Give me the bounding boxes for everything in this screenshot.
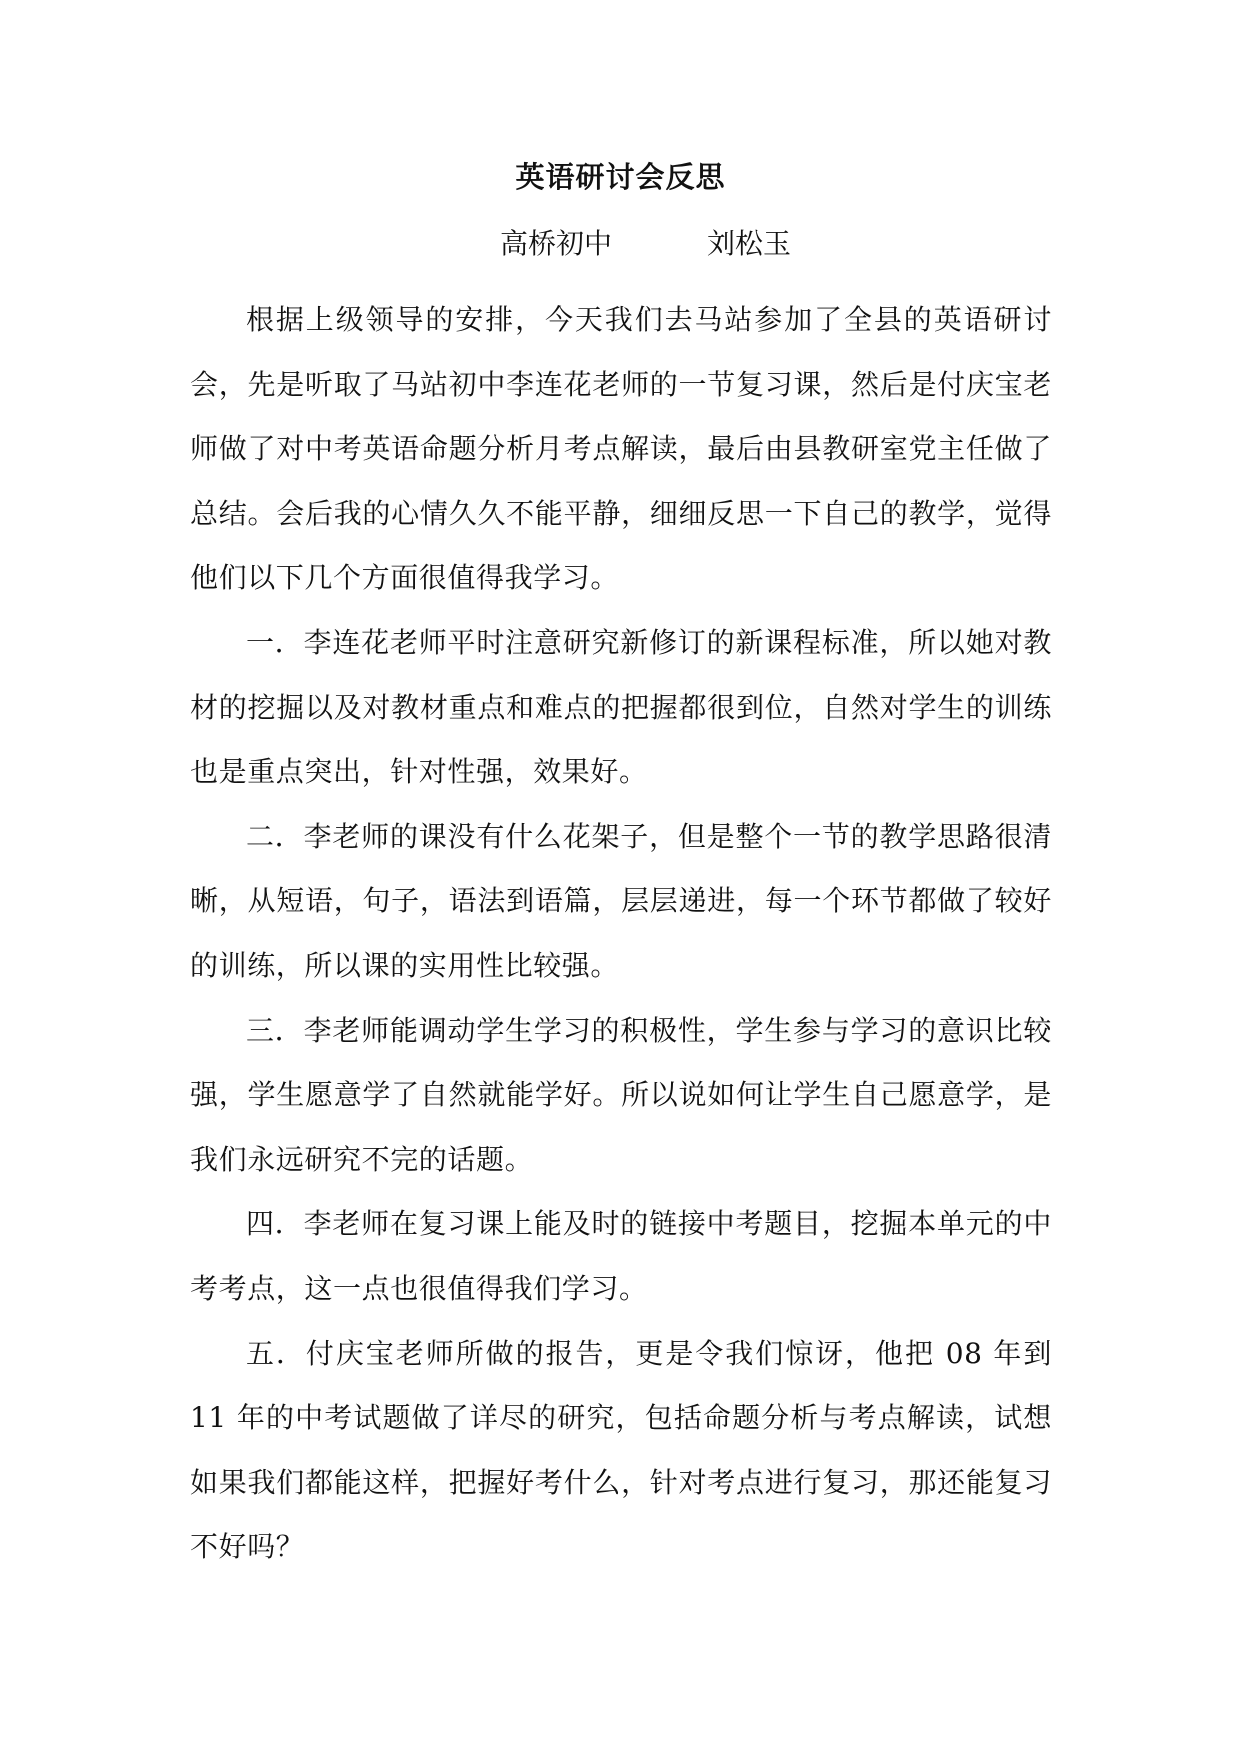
byline [500,226,791,262]
paragraph-point-5: 五．付庆宝老师所做的报告，更是令我们惊讶，他把 08 年到 11 年的中考试题做了详尽的研究，包括命题分析与考点解读，试想如果我们都能这样，把握好考什么，针对考点进行复习，那还能复习不好吗？ [190,1336,1052,1564]
paragraph-point-1: 一．李连花老师平时注意研究新修订的新课程标准，所以她对教材的挖掘以及对教材重点和难点的把握都很到位，自然对学生的训练也是重点突出，针对性强，效果好。 [190,625,1052,789]
document-title: 英语研讨会反思 [515,160,726,194]
author-name: 刘松玉 [707,227,792,260]
school-name: 高桥初中 [500,227,613,260]
paragraph-point-2: 二．李老师的课没有什么花架子，但是整个一节的教学思路很清晰，从短语，句子，语法到语篇，层层递进，每一个环节都做了较好的训练，所以课的实用性比较强。 [190,819,1052,982]
paragraph-intro: 根据上级领导的安排，今天我们去马站参加了全县的英语研讨会，先是听取了马站初中李连花老师的一节复习课，然后是付庆宝老师做了对中考英语命题分析月考点解读，最后由县教研室党主任做了总结。会后我的心情久久不能平静，细细反思一下自己的教学，觉得他们以下几个方面很值得我学习。 [190,303,1052,595]
paragraph-point-4: 四．李老师在复习课上能及时的链接中考题目，挖掘本单元的中考考点，这一点也很值得我们学习。 [190,1207,1052,1305]
document-body [190,288,1052,1580]
paragraph-point-3: 三．李老师能调动学生学习的积极性，学生参与学习的意识比较强，学生愿意学了自然就能学好。所以说如何让学生自己愿意学，是我们永远研究不完的话题。 [190,1013,1052,1176]
